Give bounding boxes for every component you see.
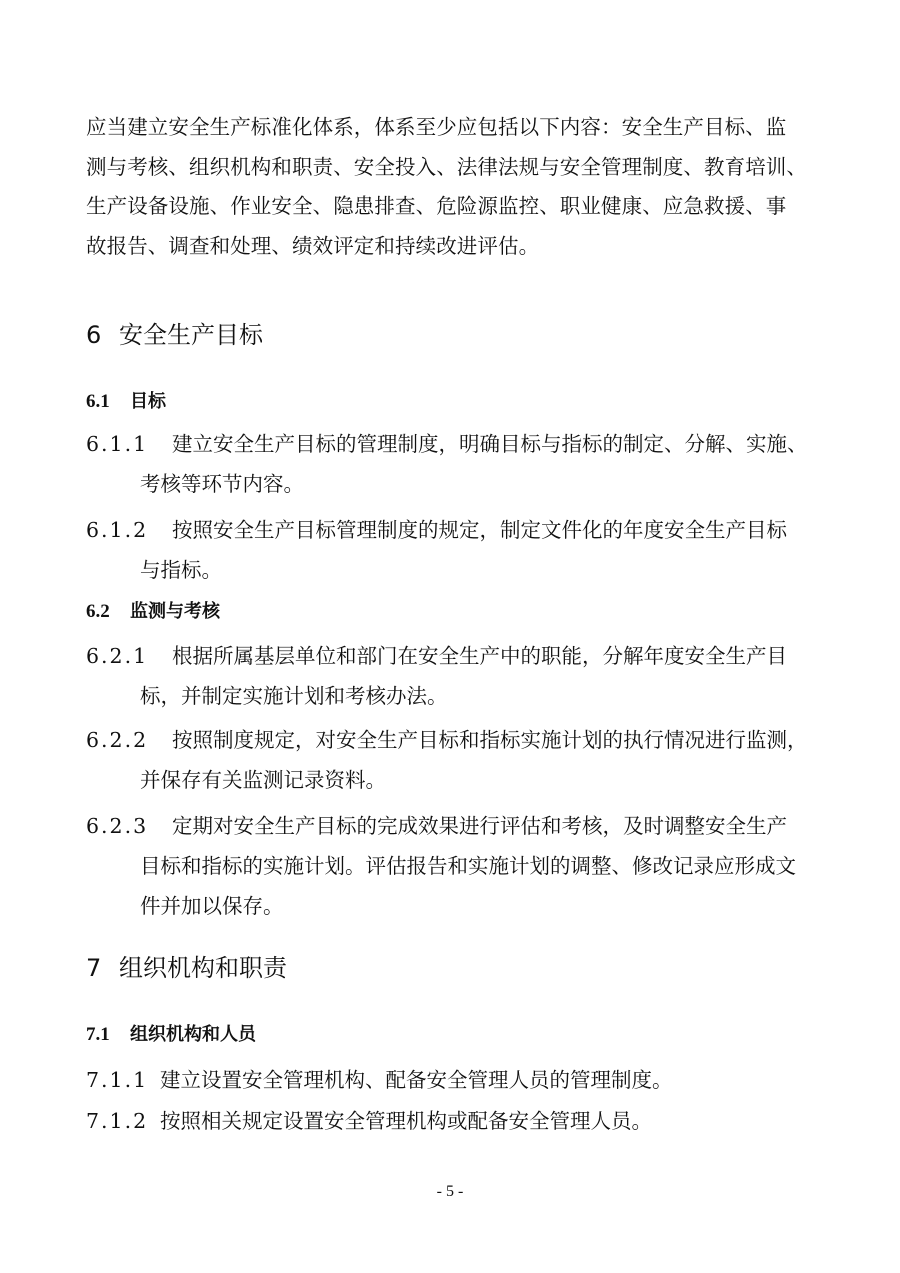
clause-number: 6.1.2 [86, 518, 149, 542]
subsection-number: 6.1 [86, 391, 110, 412]
subsection-title: 目标 [130, 391, 166, 412]
clause-6-1-1 [86, 424, 826, 504]
section-6-1-heading [86, 389, 166, 415]
clause-number: 7.1.2 [86, 1109, 149, 1133]
subsection-title: 组织机构和人员 [130, 1024, 256, 1045]
section-number: 7 [86, 954, 102, 982]
intro-line: 生产设备设施、作业安全、隐患排查、危险源监控、职业健康、应急救援、事 [86, 194, 787, 218]
section-6-heading [86, 320, 263, 350]
section-7-1-heading [86, 1022, 256, 1048]
intro-line: 故报告、调查和处理、绩效评定和持续改进评估。 [86, 233, 540, 258]
intro-line: 测与考核、组织机构和职责、安全投入、法律法规与安全管理制度、教育培训、 [86, 154, 807, 179]
clause-number: 6.2.3 [86, 814, 149, 838]
section-number: 6 [86, 321, 102, 349]
section-6-2-heading [86, 599, 220, 625]
clause-6-2-2 [86, 720, 826, 800]
clause-number: 6.1.1 [86, 432, 149, 456]
clause-number: 7.1.1 [86, 1068, 149, 1092]
clause-6-2-3 [86, 806, 826, 926]
clause-text: 定期对安全生产目标的完成效果进行评估和考核，及时调整安全生产 [172, 814, 787, 838]
subsection-title: 监测与考核 [130, 601, 220, 622]
clause-text: 并保存有关监测记录资料。 [140, 768, 386, 792]
clause-text: 考核等环节内容。 [140, 472, 304, 496]
section-title: 组织机构和职责 [119, 954, 287, 982]
clause-text: 标，并制定实施计划和考核办法。 [140, 684, 448, 708]
clause-text: 目标和指标的实施计划。评估报告和实施计划的调整、修改记录应形成文 [140, 854, 796, 878]
clause-text: 件并加以保存。 [140, 894, 284, 918]
clause-number: 6.2.2 [86, 728, 149, 752]
section-title: 安全生产目标 [119, 321, 263, 349]
clause-6-2-1 [86, 636, 826, 716]
clause-text: 建立设置安全管理机构、配备安全管理人员的管理制度。 [160, 1068, 673, 1092]
clause-text: 按照相关规定设置安全管理机构或配备安全管理人员。 [160, 1109, 652, 1133]
page-number: - 5 - [436, 1183, 464, 1200]
clause-6-1-2 [86, 510, 826, 590]
clause-text: 建立安全生产目标的管理制度，明确目标与指标的制定、分解、实施、 [172, 432, 808, 456]
subsection-number: 6.2 [86, 601, 110, 622]
intro-line: 应当建立安全生产标准化体系，体系至少应包括以下内容：安全生产目标、监 [86, 115, 787, 139]
clause-number: 6.2.1 [86, 644, 149, 668]
intro-paragraph [86, 108, 826, 266]
clause-7-1-2 [86, 1101, 826, 1141]
subsection-number: 7.1 [86, 1024, 110, 1045]
clause-text: 根据所属基层单位和部门在安全生产中的职能，分解年度安全生产目 [172, 644, 787, 668]
section-7-heading [86, 953, 287, 983]
clause-7-1-1 [86, 1060, 826, 1100]
clause-text: 与指标。 [140, 558, 222, 582]
clause-text: 按照安全生产目标管理制度的规定，制定文件化的年度安全生产目标 [172, 518, 787, 542]
clause-text: 按照制度规定，对安全生产目标和指标实施计划的执行情况进行监测， [172, 728, 808, 752]
